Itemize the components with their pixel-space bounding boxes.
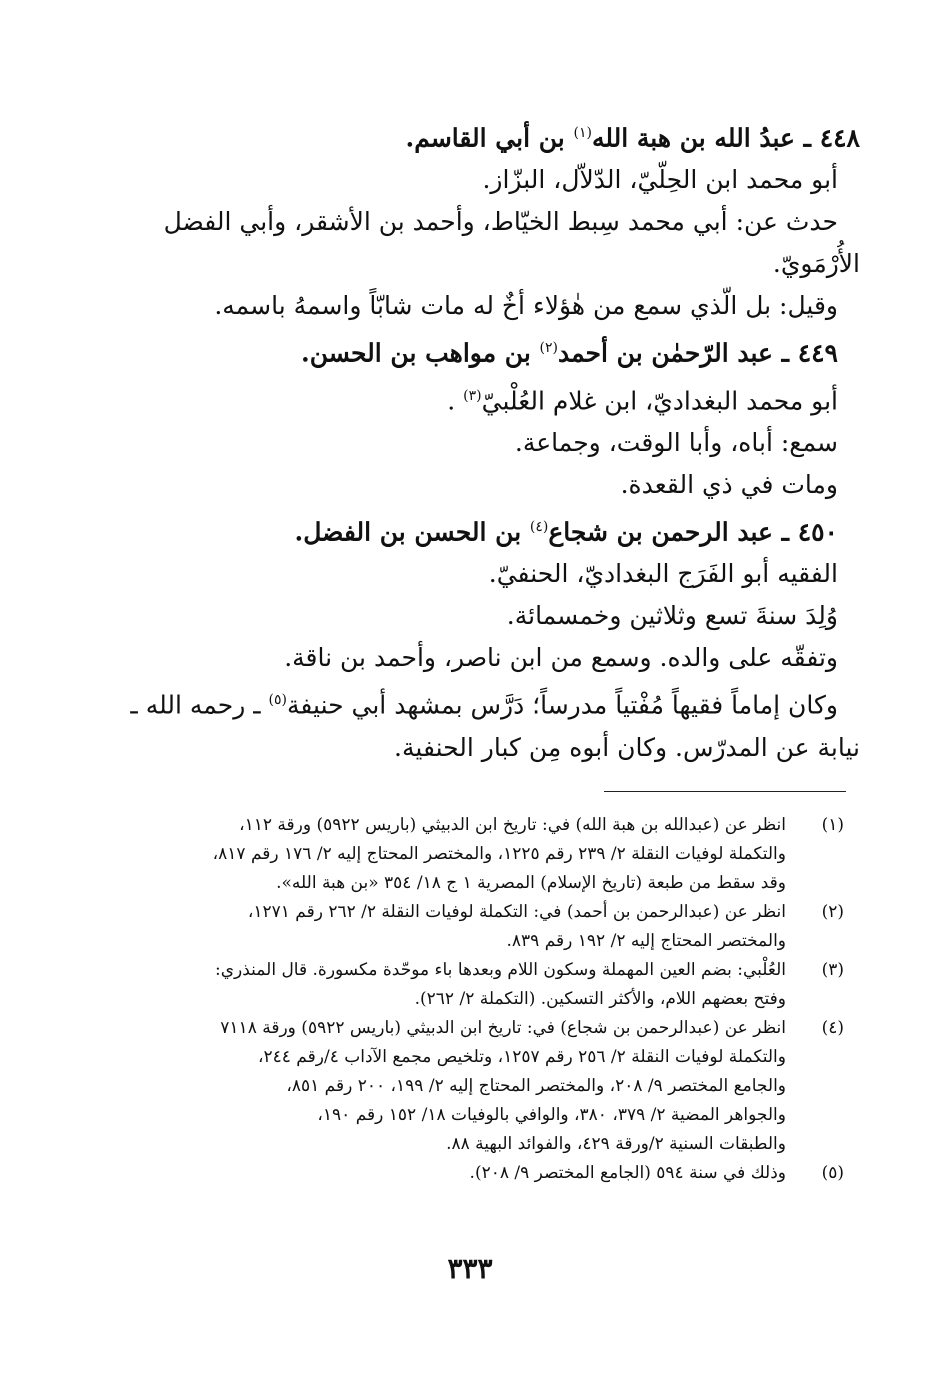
- footnote-number: (٢): [821, 902, 844, 922]
- entry-line: ومات في ذي القعدة.: [620, 469, 838, 499]
- footnote: [120, 1159, 844, 1188]
- footnote-line: والتكملة لوفيات النقلة ٢/ ٢٥٦ رقم ١٢٥٧، وتلخيص مجمع الآداب ٤/رقم ٢٤٤،: [258, 1047, 786, 1067]
- footnote-text: [120, 811, 786, 898]
- entry-name: عبد الرّحمٰن بن أحمد: [557, 338, 773, 368]
- footnote-line: وفتح بعضهم اللام، والأكثر التسكين. (التكملة ٢/ ٢٦٢).: [414, 989, 786, 1009]
- footnote-line: والمختصر المحتاج إليه ٢/ ١٩٢ رقم ٨٣٩.: [506, 931, 786, 951]
- entry-line-text: أبو محمد البغداديّ، ابن غلام العُلْبيّ: [481, 385, 838, 415]
- entry-line: أبو محمد ابن الحِلّيّ، الدّلاّل، البزّاز.: [482, 165, 838, 195]
- footnote-ref: (٤): [529, 518, 549, 535]
- footnote-line: وذلك في سنة ٥٩٤ (الجامع المختصر ٩/ ٢٠٨).: [469, 1163, 786, 1183]
- footnote: [120, 1014, 844, 1159]
- entry-line: الأُرْمَويّ.: [772, 249, 860, 279]
- main-text: [120, 112, 860, 769]
- footnote-text: [120, 1159, 786, 1188]
- entry-heading: [120, 506, 860, 553]
- entry-line: نيابة عن المدرّس. وكان أبوه مِن كبار الحنفية.: [394, 732, 860, 762]
- entry-line: [120, 679, 860, 726]
- entry-number: ٤٥٠ ـ: [781, 517, 838, 547]
- footnote-line: انظر عن (عبدالله بن هبة الله) في: تاريخ ابن الدبيثي (باريس ٥٩٢٢) ورقة ١١٢،: [239, 815, 786, 835]
- entry-line: وُلِدَ سنةَ تسع وثلاثين وخمسمائة.: [506, 601, 838, 631]
- entry-name: عبدُ الله بن هبة الله: [591, 123, 795, 153]
- footnote-ref: (٢): [539, 340, 558, 357]
- footnotes: [120, 811, 844, 1188]
- entry-line: حدث عن: أبي محمد سِبط الخيّاط، وأحمد بن الأشقر، وأبي الفضل: [163, 207, 838, 237]
- entry-line: الفقيه أبو الفَرَج البغداديّ، الحنفيّ.: [488, 559, 838, 589]
- footnote-ref: (١): [573, 125, 592, 141]
- footnote: [120, 956, 844, 1014]
- footnote-line: والطبقات السنية ٢/ورقة ٤٢٩، والفوائد البهية ٨٨.: [446, 1134, 786, 1154]
- footnote-line: وقد سقط من طبعة (تاريخ الإسلام) المصرية ١ ج ١٨/ ٣٥٤ «بن هبة الله».: [276, 873, 786, 893]
- footnote-number: (١): [821, 815, 844, 835]
- footnote: [120, 811, 844, 898]
- footnote-divider: [604, 791, 846, 792]
- entry-name-rest: بن الحسن بن الفضل.: [294, 517, 522, 547]
- footnote-text: [120, 1014, 786, 1159]
- entry-name-rest: بن مواهب بن الحسن.: [300, 338, 531, 368]
- footnote: [120, 898, 844, 956]
- entry-line-text: وكان إماماً فقيهاً مُفْتياً مدرساً؛ دَرَّس بمشهد أبي حنيفة: [286, 690, 838, 720]
- footnote-line: انظر عن (عبدالرحمن بن شجاع) في: تاريخ ابن الدبيثي (باريس ٥٩٢٢) ورقة ٧١١٨: [220, 1018, 786, 1038]
- footnote-line: انظر عن (عبدالرحمن بن أحمد) في: التكملة لوفيات النقلة ٢/ ٢٦٢ رقم ١٢٧١،: [247, 902, 786, 922]
- entry-line-text: ـ رحمه الله ـ: [130, 690, 261, 720]
- footnote-number: (٣): [821, 960, 844, 980]
- entry-line: وقيل: بل الّذي سمع من هٰؤلاء أخٌ له مات شابّاً واسمهُ باسمه.: [214, 291, 838, 321]
- entry-number: ٤٤٨ ـ: [803, 123, 860, 153]
- footnote-line: والتكملة لوفيات النقلة ٢/ ٢٣٩ رقم ١٢٢٥، والمختصر المحتاج إليه ٢/ ١٧٦ رقم ٨١٧،: [212, 844, 786, 864]
- footnote-line: العُلْبي: بضم العين المهملة وسكون اللام وبعدها باء موحّدة مكسورة. قال المنذري:: [215, 960, 786, 980]
- footnote-number: (٥): [821, 1163, 844, 1183]
- entry-line: سمع: أباه، وأبا الوقت، وجماعة.: [514, 427, 838, 457]
- entry-line: أبو محمد البغداديّ، ابن غلام العُلْبيّ$^{(٣)}$ .: [447, 385, 838, 415]
- footnote-text: [120, 898, 786, 956]
- entry-name: عبد الرحمن بن شجاع: [548, 517, 773, 547]
- entry-line: وتفقّه على والده. وسمع من ابن ناصر، وأحمد بن ناقة.: [284, 643, 838, 673]
- entry-heading: [120, 112, 860, 159]
- footnote-ref: (٣): [463, 387, 482, 404]
- footnote-text: [120, 956, 786, 1014]
- footnote-ref: (٥): [268, 692, 287, 709]
- footnote-number: (٤): [821, 1018, 844, 1038]
- entry-number: ٤٤٩ ـ: [781, 338, 838, 368]
- footnote-line: والجامع المختصر ٩/ ٢٠٨، والمختصر المحتاج إليه ٢/ ١٩٩، ٢٠٠ رقم ٨٥١،: [286, 1076, 786, 1096]
- footnote-line: والجواهر المضية ٢/ ٣٧٩، ٣٨٠، والوافي بالوفيات ١٨/ ١٥٢ رقم ١٩٠،: [317, 1105, 786, 1125]
- entry-name-rest: بن أبي القاسم.: [405, 123, 565, 153]
- page-number: ٣٣٣: [447, 1252, 493, 1285]
- entry-heading: [120, 327, 860, 374]
